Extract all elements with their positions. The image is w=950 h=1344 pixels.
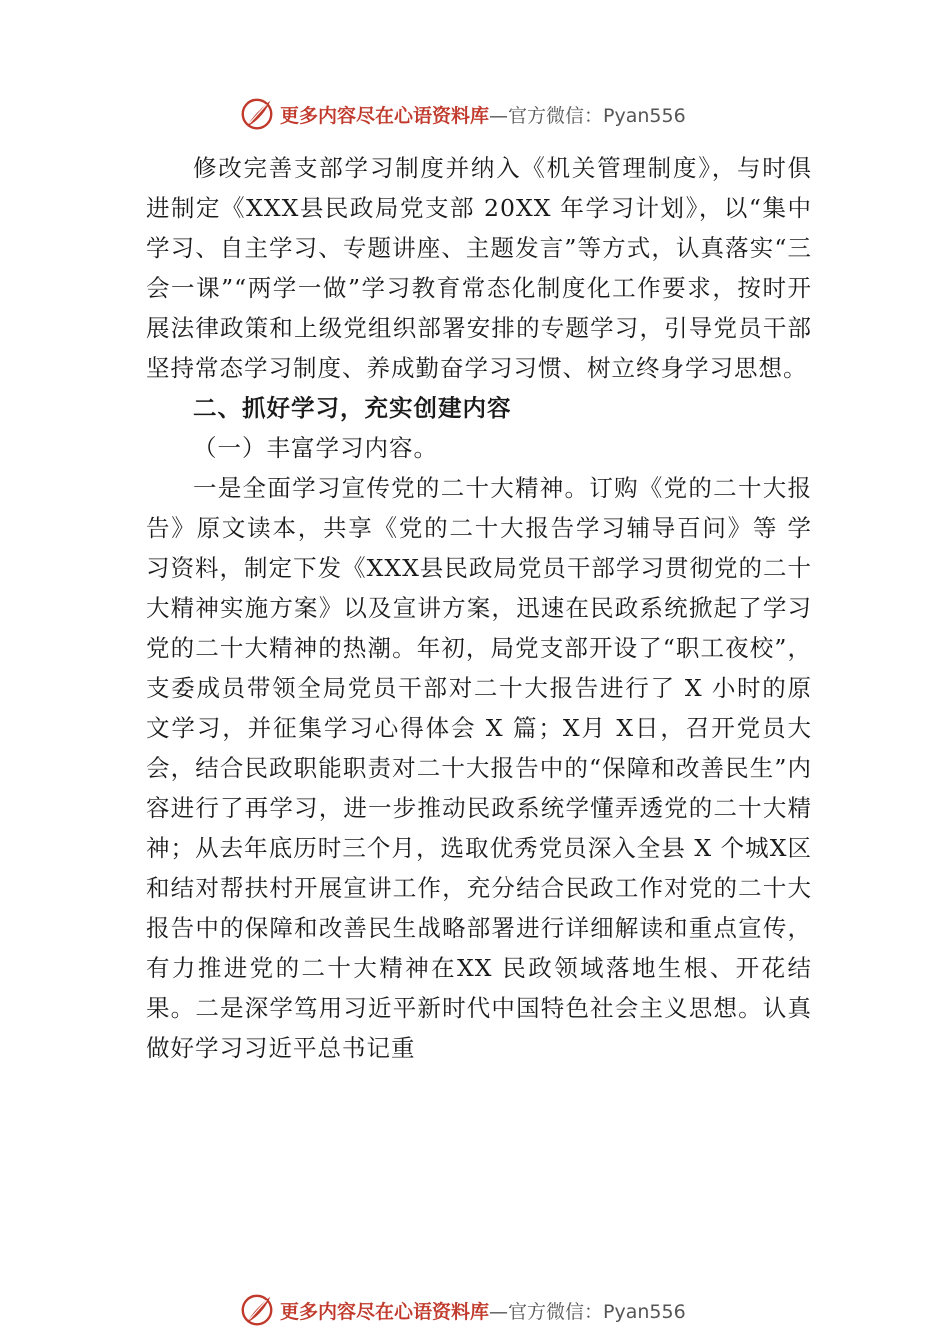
header-watermark xyxy=(238,94,686,134)
paragraph-1: 修改完善支部学习制度并纳入《机关管理制度》，与时俱进制定《XXX县民政局党支部 20XX 年学习计划》，以“集中学习、自主学习、专题讲座、主题发言”等方式，认真落实“三会一课”“两学一做”学习教育常态化制度化工作要求，按时开展法律政策和上级党组织部署安排的专题学习，引导党员干部坚持常态学习制度、养成勤奋学习习惯、树立终身学习思想。 xyxy=(146,154,812,382)
watermark-red-text: 更多内容尽在心语资料库 xyxy=(280,1300,490,1323)
watermark-red-text: 更多内容尽在心语资料库 xyxy=(280,104,490,127)
paragraph-2: 一是全面学习宣传党的二十大精神。订购《党的二十大报告》原文读本，共享《党的二十大报告学习辅导百问》等 学习资料，制定下发《XXX县民政局党员干部学习贯彻党的二十大精神实施方案》以及宣讲方案，迅速在民政系统掀起了学习党的二十大精神的热潮。年初，局党支部开设了“职工夜校”，支委成员带领全局党员干部对二十大报告进行了 X 小时的原文学习，并征集学习心得体会 X 篇；X月 X日，召开党员大会，结合民政职能职责对二十大报告中的“保障和改善民生”内容进行了再学习，进一步推动民政系统学懂弄透党的二十大精神；从去年底历时三个月，选取优秀党员深入全县 X 个城X区和结对帮扶村开展宣讲工作，充分结合民政工作对党的二十大报告中的保障和改善民生战略部署进行详细解读和重点宣传，有力推进党的二十大精神在XX 民政领域落地生根、开花结果。二是深学笃用习近平新时代中国特色社会主义思想。认真做好学习习近平总书记重 xyxy=(146,474,812,1062)
subsection-heading: （一）丰富学习内容。 xyxy=(193,434,438,462)
pen-feather-logo-icon xyxy=(238,1291,276,1329)
watermark-grey-text: —官方微信：Pyan556 xyxy=(489,1300,686,1323)
section-heading: 二、抓好学习，充实创建内容 xyxy=(193,394,512,422)
watermark-grey-text: —官方微信：Pyan556 xyxy=(489,104,686,127)
pen-feather-logo-icon xyxy=(238,95,276,133)
footer-watermark xyxy=(238,1290,686,1330)
document-body xyxy=(146,148,812,1068)
